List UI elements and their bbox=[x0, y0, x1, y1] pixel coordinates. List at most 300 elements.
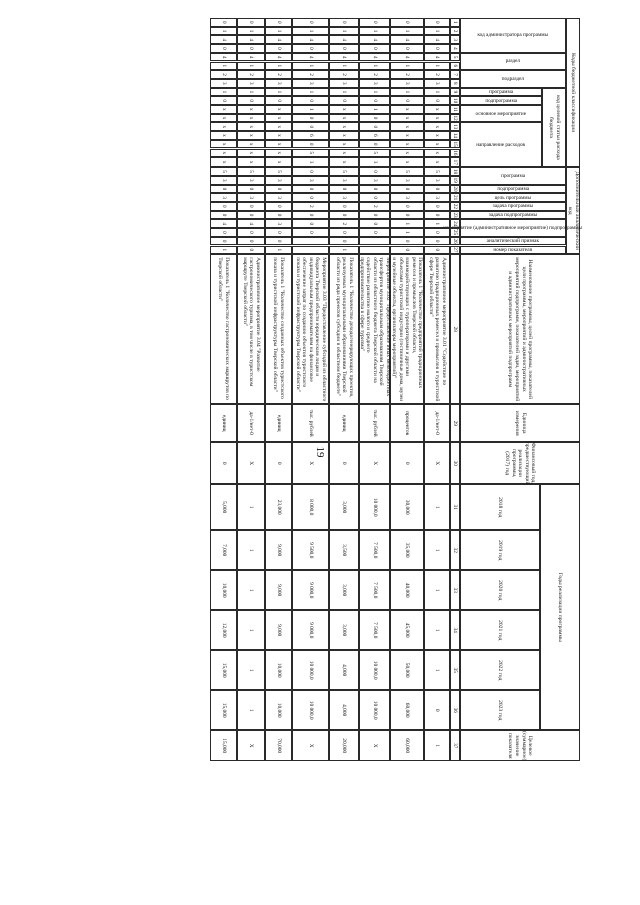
table-row-fin-year: Х bbox=[359, 442, 390, 484]
table-row-year-value: 23,000 bbox=[265, 484, 292, 530]
table-row-code: 1 bbox=[359, 88, 390, 97]
table-row-code: 1 bbox=[359, 105, 390, 114]
table-row-code: 0 bbox=[237, 246, 265, 255]
table-row-year-value: 3,000 bbox=[329, 570, 359, 610]
column-number: 31 bbox=[450, 484, 460, 530]
table-row-code: 3 bbox=[424, 193, 450, 202]
header-program-text: программа bbox=[489, 88, 513, 95]
column-number: 23 bbox=[450, 211, 460, 220]
column-number: 1 bbox=[450, 18, 460, 27]
table-row-code: х bbox=[424, 105, 450, 114]
column-number: 9 bbox=[450, 88, 460, 97]
table-row-code: х bbox=[424, 140, 450, 149]
table-viewport bbox=[217, 18, 583, 886]
table-row-code: 3 bbox=[237, 176, 265, 185]
column-number: 25 bbox=[450, 228, 460, 237]
table-row-year-value: 1 bbox=[424, 570, 450, 610]
table-row-code: х bbox=[265, 149, 292, 158]
table-row-code: 0 bbox=[210, 237, 237, 246]
header-main-event bbox=[460, 105, 542, 122]
table-row-name: Административное мероприятие 3.01 "Содействие по развитию традиционных ремесел и промыслов в туристской сфере Тверской области" bbox=[424, 254, 450, 404]
column-number: 35 bbox=[450, 650, 460, 690]
column-number: 36 bbox=[450, 690, 460, 730]
table-row-code: х bbox=[329, 105, 359, 114]
table-row-code: 0 bbox=[390, 237, 424, 246]
table-row-year-value: 10 000,0 bbox=[292, 650, 329, 690]
column-number: 15 bbox=[450, 140, 460, 149]
header-goal-text: цель программы bbox=[494, 194, 532, 201]
table-row-code: 4 bbox=[359, 53, 390, 62]
table-row-code: 3 bbox=[329, 79, 359, 88]
table-row-code: 1 bbox=[210, 246, 237, 255]
column-number: 22 bbox=[450, 202, 460, 211]
table-row-name: Мероприятие 3.02 "Предоставление иных межбюджетных трансфертов муниципальным образованиям Тверской области из областного бюджета Тверской области на содействие развитию малого и среднего предпринимательства в сфере туризма" bbox=[359, 254, 390, 404]
indicators-table bbox=[217, 18, 583, 886]
table-row-code: 3 bbox=[329, 176, 359, 185]
column-number: 4 bbox=[450, 44, 460, 53]
table-row-code: х bbox=[329, 157, 359, 167]
table-row-code: 1 bbox=[292, 105, 329, 114]
header-direction bbox=[460, 122, 542, 167]
table-row-code: 4 bbox=[329, 53, 359, 62]
table-row-code: 1 bbox=[237, 62, 265, 71]
table-row-code: 0 bbox=[210, 185, 237, 194]
table-row-code: 0 bbox=[292, 140, 329, 149]
table-row-code: 0 bbox=[329, 96, 359, 105]
table-row-code: 0 bbox=[359, 44, 390, 53]
header-target: Целевое (суммарное) значение показателя bbox=[460, 730, 580, 761]
column-number: 10 bbox=[450, 96, 460, 105]
table-row-code: 0 bbox=[210, 228, 237, 237]
header-event-number-text: номер показателя bbox=[493, 246, 533, 253]
table-row-code: х bbox=[424, 122, 450, 131]
table-row-code: 1 bbox=[292, 88, 329, 97]
header-admin-code bbox=[460, 18, 566, 53]
table-row-fin-year: Х bbox=[292, 442, 329, 484]
table-row-code: 0 bbox=[424, 211, 450, 220]
column-number: 26 bbox=[450, 237, 460, 246]
table-row-code: 0 bbox=[292, 44, 329, 53]
table-row-code: 2 bbox=[210, 70, 237, 79]
table-row-code: 0 bbox=[210, 211, 237, 220]
header-y2023: 2023 год bbox=[460, 690, 540, 730]
table-row-fin-year: Х bbox=[424, 442, 450, 484]
table-row-year-value: 30,000 bbox=[390, 484, 424, 530]
table-row-code: 0 bbox=[265, 18, 292, 27]
table-row-code: 5 bbox=[210, 167, 237, 176]
table-row-code: 0 bbox=[237, 211, 265, 220]
table-row-year-value: 1 bbox=[237, 690, 265, 730]
table-row-unit: процентов bbox=[390, 404, 424, 442]
header-admin-code-text: код администратора программы bbox=[477, 32, 549, 39]
table-row-fin-year: 0 bbox=[210, 442, 237, 484]
table-row-code: 0 bbox=[292, 167, 329, 176]
column-number: 21 bbox=[450, 193, 460, 202]
column-number: 11 bbox=[450, 105, 460, 114]
table-row-year-value: 1 bbox=[424, 610, 450, 650]
table-row-code: 4 bbox=[237, 53, 265, 62]
table-row-code: 5 bbox=[359, 149, 390, 158]
table-row-year-value: 9 500,0 bbox=[292, 530, 329, 570]
table-row-target: 70,000 bbox=[265, 730, 292, 761]
table-row-code: 0 bbox=[424, 202, 450, 211]
table-row-code: 5 bbox=[237, 167, 265, 176]
table-row-code: 0 bbox=[359, 185, 390, 194]
table-row-code: х bbox=[265, 157, 292, 167]
table-row-code: 0 bbox=[292, 185, 329, 194]
column-number: 27 bbox=[450, 246, 460, 255]
header-subprogram-2 bbox=[460, 185, 566, 194]
table-row-code: 1 bbox=[424, 219, 450, 228]
table-row-year-value: 9 000,0 bbox=[292, 570, 329, 610]
table-row-code: х bbox=[424, 114, 450, 123]
table-row-year-value: 7 500,0 bbox=[359, 570, 390, 610]
table-row-code: х bbox=[424, 157, 450, 167]
column-number: 34 bbox=[450, 610, 460, 650]
table-row-code: х bbox=[424, 149, 450, 158]
table-row-code: 1 bbox=[329, 27, 359, 36]
table-row-code: 1 bbox=[237, 27, 265, 36]
table-row-code: х bbox=[390, 140, 424, 149]
table-row-code: х bbox=[237, 122, 265, 131]
table-row-code: 4 bbox=[265, 53, 292, 62]
table-row-year-value: 45,000 bbox=[390, 610, 424, 650]
header-y2022: 2022 год bbox=[460, 650, 540, 690]
table-row-code: 3 bbox=[292, 176, 329, 185]
table-row-code: 0 bbox=[210, 202, 237, 211]
table-row-code: 4 bbox=[292, 35, 329, 44]
table-row-code: 5 bbox=[265, 167, 292, 176]
table-row-unit: да-1/нет-0 bbox=[237, 404, 265, 442]
table-row-code: 3 bbox=[265, 79, 292, 88]
table-row-code: х bbox=[265, 114, 292, 123]
table-row-code: 3 bbox=[390, 176, 424, 185]
column-number: 28 bbox=[450, 254, 460, 404]
table-row-code: 3 bbox=[210, 79, 237, 88]
table-row-code: 0 bbox=[265, 96, 292, 105]
table-row-code: 0 bbox=[359, 18, 390, 27]
header-task-subprogram bbox=[460, 211, 566, 220]
table-row-year-value: 1 bbox=[424, 484, 450, 530]
column-number: 13 bbox=[450, 122, 460, 131]
table-row-code: 0 bbox=[237, 185, 265, 194]
table-row-code: 1 bbox=[210, 88, 237, 97]
table-row-code: 0 bbox=[390, 44, 424, 53]
table-row-code: 0 bbox=[359, 193, 390, 202]
table-row-year-value: 1 bbox=[237, 530, 265, 570]
column-number: 12 bbox=[450, 114, 460, 123]
column-number: 37 bbox=[450, 730, 460, 761]
table-row-code: 4 bbox=[292, 53, 329, 62]
header-program bbox=[460, 88, 542, 97]
table-row-code bbox=[292, 237, 329, 246]
column-number: 5 bbox=[450, 53, 460, 62]
table-row-year-value: 4,000 bbox=[329, 650, 359, 690]
table-row-code: 0 bbox=[265, 44, 292, 53]
table-row-code: 0 bbox=[390, 246, 424, 255]
table-row-code: х bbox=[390, 149, 424, 158]
table-row-code: 0 bbox=[424, 228, 450, 237]
table-row-code: 3 bbox=[424, 176, 450, 185]
table-row-year-value: 3,000 bbox=[329, 484, 359, 530]
table-row-code: х bbox=[390, 122, 424, 131]
table-row-code: 3 bbox=[329, 193, 359, 202]
table-row-target: 60,000 bbox=[390, 730, 424, 761]
table-row-code: х bbox=[210, 149, 237, 158]
column-number: 29 bbox=[450, 404, 460, 442]
table-row-year-value: 10,000 bbox=[210, 570, 237, 610]
table-row-code: 1 bbox=[424, 88, 450, 97]
table-row-code: х bbox=[237, 131, 265, 140]
table-row-unit: единиц bbox=[329, 404, 359, 442]
table-row-code: 2 bbox=[265, 70, 292, 79]
page-number: 19 bbox=[314, 446, 326, 458]
table-row-code: 0 bbox=[390, 202, 424, 211]
table-row-year-value: 9,000 bbox=[265, 530, 292, 570]
table-row-year-value: 15,000 bbox=[210, 690, 237, 730]
table-row-year-value: 7,000 bbox=[210, 530, 237, 570]
column-number: 33 bbox=[450, 570, 460, 610]
table-row-code: 4 bbox=[210, 219, 237, 228]
table-row-code: 5 bbox=[292, 149, 329, 158]
table-row-year-value: 10 000,0 bbox=[359, 650, 390, 690]
table-row-code: 0 bbox=[390, 18, 424, 27]
table-row-code bbox=[359, 237, 390, 246]
table-row-code: 2 bbox=[390, 70, 424, 79]
table-row-code: 0 bbox=[359, 140, 390, 149]
table-row-year-value: 8 000,0 bbox=[292, 484, 329, 530]
table-row-code: 3 bbox=[210, 176, 237, 185]
table-row-code: 0 bbox=[292, 122, 329, 131]
table-row-code: 0 bbox=[292, 228, 329, 237]
table-row-code: х bbox=[390, 114, 424, 123]
header-subsection bbox=[460, 70, 566, 87]
header-analytic-text: аналитический признак bbox=[486, 238, 540, 245]
header-name: Наименование программы, целей программы, показателей цели программы, мероприятий и административных мероприятий подпрограмм, показателей задач, мероприятий и административных мероприятий подпрограмм bbox=[460, 254, 580, 404]
table-row-code: х bbox=[265, 131, 292, 140]
table-row-code: 3 bbox=[237, 193, 265, 202]
header-y2019: 2019 год bbox=[460, 530, 540, 570]
column-number: 30 bbox=[450, 442, 460, 484]
table-row-year-value: 10 000,0 bbox=[359, 690, 390, 730]
header-y2021: 2021 год bbox=[460, 610, 540, 650]
table-row-code: 3 bbox=[359, 176, 390, 185]
table-row-code: 0 bbox=[265, 237, 292, 246]
header-analytic bbox=[460, 237, 566, 246]
table-row-code: х bbox=[237, 157, 265, 167]
table-row-year-value: 40,000 bbox=[390, 570, 424, 610]
table-row-code: 3 bbox=[359, 79, 390, 88]
table-row-code: 1 bbox=[210, 27, 237, 36]
table-row-year-value: 10,000 bbox=[265, 690, 292, 730]
table-row-fin-year: Х bbox=[237, 442, 265, 484]
table-row-target: 20,000 bbox=[329, 730, 359, 761]
table-row-code: 1 bbox=[265, 246, 292, 255]
table-row-code: 2 bbox=[237, 70, 265, 79]
table-row-code: 0 bbox=[329, 44, 359, 53]
table-row-code: х bbox=[329, 140, 359, 149]
table-row-code: 0 bbox=[237, 237, 265, 246]
table-row-year-value: 1 bbox=[237, 570, 265, 610]
table-row-code: 0 bbox=[292, 114, 329, 123]
table-row-code: 6 bbox=[292, 131, 329, 140]
table-row-code: 4 bbox=[210, 53, 237, 62]
header-y2018: 2018 год bbox=[460, 484, 540, 530]
table-row-code: 3 bbox=[390, 79, 424, 88]
table-row-year-value: 3,000 bbox=[329, 610, 359, 650]
table-row-code: 2 bbox=[329, 70, 359, 79]
table-row-code: х bbox=[329, 122, 359, 131]
column-number: 2 bbox=[450, 27, 460, 36]
table-row-code: 1 bbox=[237, 88, 265, 97]
table-row-code: 3 bbox=[292, 79, 329, 88]
header-subprogram-2-text: подпрограмма bbox=[497, 185, 529, 192]
header-direction-text: направление расходов bbox=[476, 141, 526, 148]
column-number: 20 bbox=[450, 185, 460, 194]
table-row-code: 1 bbox=[265, 88, 292, 97]
table-row-code: х bbox=[210, 131, 237, 140]
table-row-code: 0 bbox=[329, 237, 359, 246]
table-row-year-value: 5,000 bbox=[210, 484, 237, 530]
table-row-code: 0 bbox=[329, 202, 359, 211]
table-row-code: х bbox=[390, 131, 424, 140]
table-row-year-value: 7 500,0 bbox=[359, 530, 390, 570]
header-task-subprogram-text: задача подпрограммы bbox=[488, 212, 538, 219]
table-row-code: 1 bbox=[390, 27, 424, 36]
table-row-code: 3 bbox=[390, 193, 424, 202]
column-number: 3 bbox=[450, 35, 460, 44]
table-row-code: 1 bbox=[424, 62, 450, 71]
table-row-code: 1 bbox=[329, 62, 359, 71]
table-row-code: 2 bbox=[292, 70, 329, 79]
table-row-code: 2 bbox=[359, 202, 390, 211]
column-number: 16 bbox=[450, 149, 460, 158]
table-row-code: х bbox=[237, 149, 265, 158]
table-row-code: 3 bbox=[210, 193, 237, 202]
table-row-code: 1 bbox=[359, 27, 390, 36]
table-row-code: 5 bbox=[424, 167, 450, 176]
table-row-year-value: 1 bbox=[424, 650, 450, 690]
table-row-code: 6 bbox=[359, 131, 390, 140]
table-row-year-value: 1 bbox=[237, 484, 265, 530]
table-row-target: 1 bbox=[424, 730, 450, 761]
header-section bbox=[460, 53, 566, 70]
table-row-code: 0 bbox=[424, 185, 450, 194]
header-goal-program bbox=[460, 167, 566, 184]
table-row-code: 0 bbox=[359, 122, 390, 131]
header-main-event-text: основное мероприятие bbox=[475, 110, 527, 117]
table-row-code: 0 bbox=[210, 18, 237, 27]
table-row-year-value: 35,000 bbox=[390, 530, 424, 570]
table-row-code: 2 bbox=[424, 70, 450, 79]
table-row-fin-year: 0 bbox=[390, 442, 424, 484]
table-row-code: 0 bbox=[292, 219, 329, 228]
table-row-year-value: 10 000,0 bbox=[292, 690, 329, 730]
table-row-code: х bbox=[390, 105, 424, 114]
column-number: 17 bbox=[450, 157, 460, 167]
table-row-target: Х bbox=[237, 730, 265, 761]
table-row-code: 0 bbox=[237, 96, 265, 105]
table-row-code: 4 bbox=[359, 35, 390, 44]
table-row-code: 0 bbox=[265, 211, 292, 220]
table-row-unit: да-1/нет-0 bbox=[424, 404, 450, 442]
table-row-year-value: 12,000 bbox=[210, 610, 237, 650]
table-row-code: х bbox=[390, 157, 424, 167]
table-row-code bbox=[292, 246, 329, 255]
table-row-code: 3 bbox=[265, 193, 292, 202]
table-row-code: 3 bbox=[265, 219, 292, 228]
table-row-code: 0 bbox=[424, 96, 450, 105]
table-row-code: 0 bbox=[329, 228, 359, 237]
table-row-code: 0 bbox=[329, 18, 359, 27]
table-row-year-value: 1 bbox=[237, 610, 265, 650]
header-target-article: код целевой статьи расхода бюджета bbox=[542, 88, 566, 168]
table-row-unit: единиц bbox=[210, 404, 237, 442]
column-number: 8 bbox=[450, 79, 460, 88]
table-row-code: 3 bbox=[424, 79, 450, 88]
table-row-name: Мероприятие 3.03 "Предоставление субсидий из областного бюджета Тверской области юридическим лицам и индивидуальным предпринимателям на финансовое обеспечение затрат по созданию объектов туристского показа и туристской инфраструктуры Тверской области" bbox=[292, 254, 329, 404]
header-subsection-text: подраздел bbox=[501, 75, 525, 82]
table-row-unit: единиц bbox=[265, 404, 292, 442]
table-row-code: 3 bbox=[237, 79, 265, 88]
table-row-code: 0 bbox=[292, 211, 329, 220]
header-subprogram bbox=[460, 96, 542, 105]
table-row-code: 5 bbox=[329, 167, 359, 176]
table-row-code: х bbox=[329, 149, 359, 158]
table-row-code: 3 bbox=[292, 157, 329, 167]
table-row-unit: тыс. рублей bbox=[359, 404, 390, 442]
header-extra-class: Дополнительный аналитический код bbox=[566, 167, 580, 254]
table-row-code: х bbox=[210, 105, 237, 114]
column-number: 19 bbox=[450, 176, 460, 185]
table-row-code: 0 bbox=[237, 228, 265, 237]
table-row-name: Административное мероприятие 3.04 "Развитие гастрономического туризма, в том числе в туристском маршруте Тверской области" bbox=[237, 254, 265, 404]
table-row-year-value: 15,000 bbox=[210, 650, 237, 690]
header-goal bbox=[460, 193, 566, 202]
table-row-code: 1 bbox=[390, 62, 424, 71]
table-row-code: 1 bbox=[210, 62, 237, 71]
table-row-code: 1 bbox=[329, 88, 359, 97]
table-row-code: 0 bbox=[359, 167, 390, 176]
table-row-code: х bbox=[424, 131, 450, 140]
table-row-code: 1 bbox=[390, 219, 424, 228]
table-row-code: 0 bbox=[292, 18, 329, 27]
table-row-code: х bbox=[329, 114, 359, 123]
table-row-code: 0 bbox=[424, 18, 450, 27]
table-row-code: 1 bbox=[390, 88, 424, 97]
table-row-code: 0 bbox=[424, 44, 450, 53]
table-row-unit: тыс. рублей bbox=[292, 404, 329, 442]
column-number: 24 bbox=[450, 219, 460, 228]
table-row-code: 1 bbox=[359, 62, 390, 71]
table-row-target: 15,000 bbox=[210, 730, 237, 761]
table-row-code: х bbox=[265, 122, 292, 131]
table-row-code: 0 bbox=[265, 228, 292, 237]
table-row-code: 0 bbox=[359, 228, 390, 237]
table-row-target: Х bbox=[359, 730, 390, 761]
table-row-name: Показатель 1 "Количество предприятий традиционных ремесел и промыслов Тверской области, взаимодействующих с туроператорами и другими объектами туристской индустрии (гостиничные дома, музеи и музейные объекты, организаторы мероприятий)" bbox=[390, 254, 424, 404]
table-row-code: 4 bbox=[424, 53, 450, 62]
table-row-code: 1 bbox=[292, 62, 329, 71]
header-goal-program-text: программа bbox=[501, 172, 525, 179]
table-row-year-value: 9 000,0 bbox=[292, 610, 329, 650]
table-row-year-value: 4,000 bbox=[329, 690, 359, 730]
table-row-code: 0 bbox=[210, 44, 237, 53]
table-row-code: х bbox=[210, 122, 237, 131]
table-row-code: 0 bbox=[359, 219, 390, 228]
table-row-code: 2 bbox=[329, 219, 359, 228]
table-row-code: 0 bbox=[390, 96, 424, 105]
